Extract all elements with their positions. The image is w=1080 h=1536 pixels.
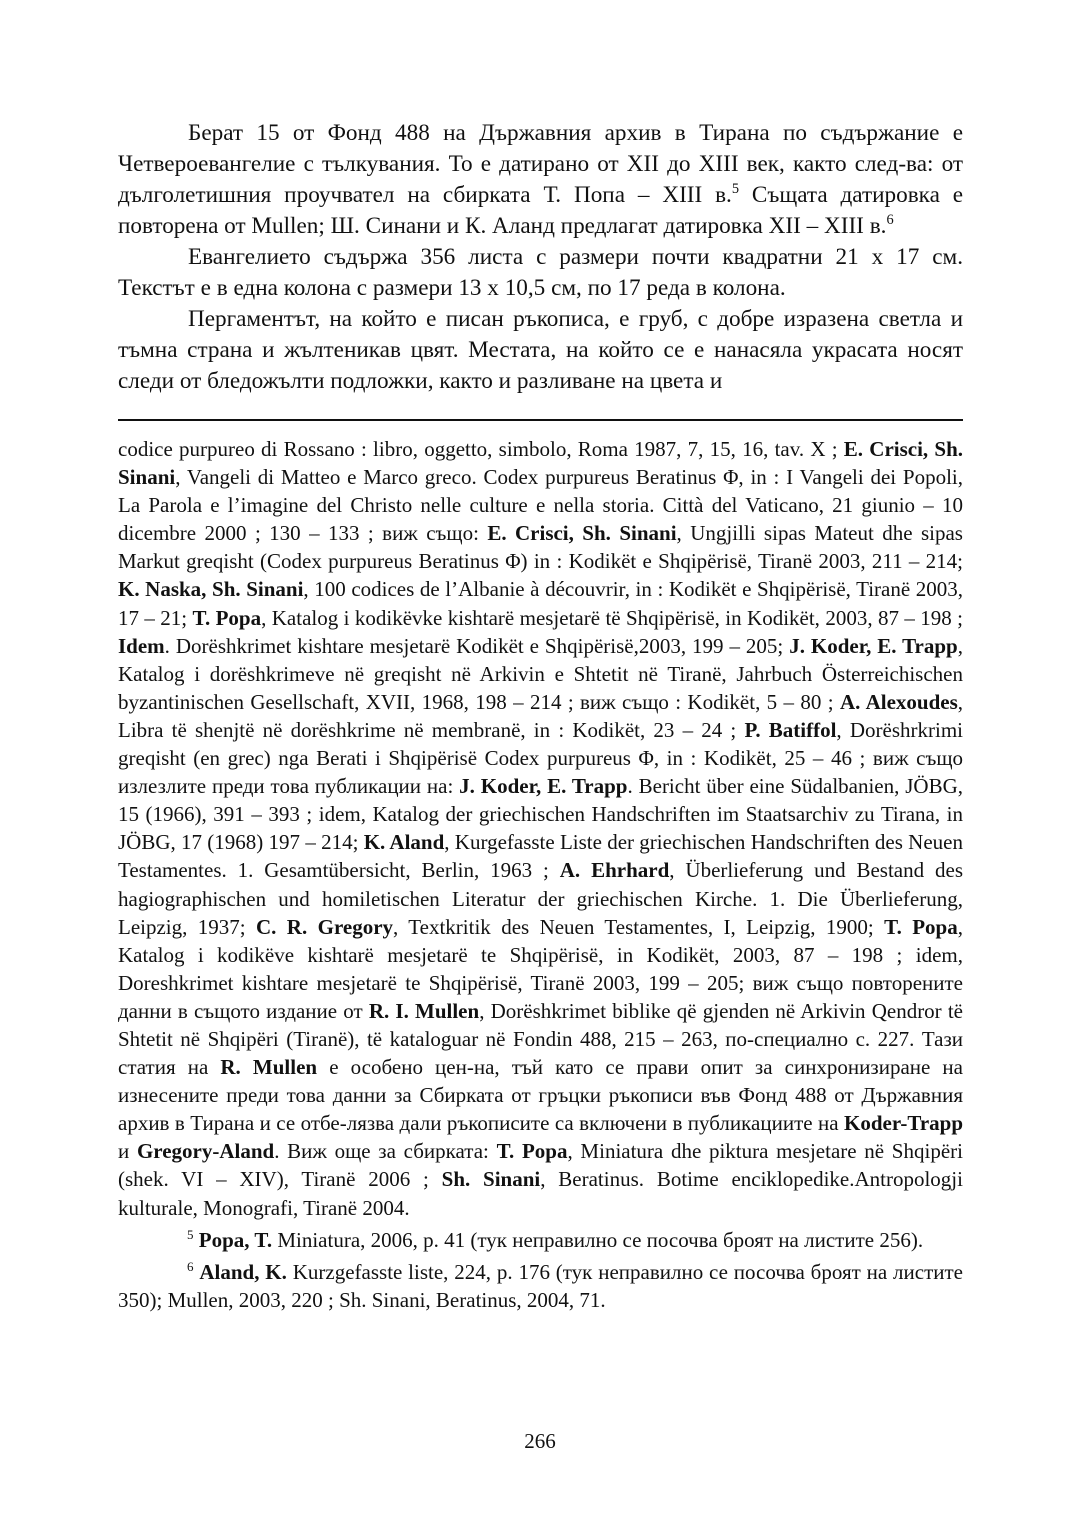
footnote-text: , Dorëshrkrimi greqisht (en grec) nga Berati i Shqipërisë Codex purpureus Φ, in : Kodikët, 25 – 46 ; виж също излезлите преди това публикации на: bbox=[118, 717, 963, 799]
footnote-author: T. Popa bbox=[192, 605, 262, 630]
footnote-ref-5: 5 bbox=[731, 181, 740, 198]
footnote-6 bbox=[118, 1258, 963, 1314]
footnote-author: J. Koder, E. Trapp bbox=[459, 774, 628, 799]
footnotes bbox=[118, 435, 963, 1314]
footnote-text: . Bericht über eine Südalbanien, JÖBG, 15 (1966), 391 – 393 ; idem, Katalog der griechischen Handschriften im Staatsarchiv zu Tirana, in JÖBG, 17 (1968) 197 – 214; bbox=[118, 774, 964, 855]
footnote-author: Idem bbox=[118, 633, 165, 658]
footnote-author: A. Ehrhard bbox=[559, 858, 670, 883]
footnote-ref-6: 6 bbox=[886, 212, 894, 229]
footnote-text: , Libra të shenjtë në dorëshkrime në membranë, in : Kodikët, 23 – 24 ; bbox=[118, 689, 963, 742]
footnote-text: , Beratinus. Botime enciklopedike.Antropologji kulturale, Monografi, Tiranë 2004. bbox=[118, 1167, 963, 1220]
footnote-author: A. Alexoudes bbox=[839, 689, 958, 714]
footnote-text: , 100 codices de l’Albanie à découvrir, in : Kodikët e Shqipërisë, Tiranë 2003, 17 – 21; bbox=[118, 577, 964, 630]
page-content bbox=[118, 118, 963, 1314]
footnote-5-text: Miniatura, 2006, p. 41 (тук неправилно се посочва броят на листите 256). bbox=[272, 1227, 924, 1252]
footnote-5-author: Popa, T. bbox=[198, 1227, 273, 1252]
footnote-text: . Dorëshkrimet kishtare mesjetarë Kodikët e Shqipërisë,2003, 199 – 205; bbox=[164, 633, 790, 658]
footnote-text: , Überlieferung und Bestand des hagiographischen und homiletischen Literatur der griechischen Kirche. 1. Die Überlieferung, Leipzig, 1937; bbox=[118, 858, 963, 939]
footnote-text: , Dorëshkrimet biblike që gjenden në Arkivin Qendror të Shtetit në Shqipëri (Tiranë), të kataloguar në Fondin 488, 215 – 263, по-специално с. 227. Тази статия на bbox=[118, 998, 964, 1080]
footnote-text: , Kurgefasste Liste der griechischen Handschriften des Neuen Testamentes. 1. Gesamtübersicht, Berlin, 1963 ; bbox=[118, 830, 963, 883]
body-paragraph-1-text: Берат 15 от Фонд 488 на Държавния архив в Тирана по съдържание е Четвероевангелие с тълкувания. То е датирано от XII до XIII век, както след-ва: от дълголетишния проучвател на сбирката Т. Попа – XIII в. bbox=[118, 120, 963, 208]
footnote-author: Sh. Sinani bbox=[441, 1167, 541, 1192]
footnote-text: , Textkritik des Neuen Testamentes, I, Leipzig, 1900; bbox=[393, 914, 885, 939]
footnote-text: , Katalog i kodikëve kishtarë mesjetarë te Shqipërisë, in Kodikët, 2003, 87 – 198 ; idem, Doreshkrimet kishtare mesjetarë te Shqipërisë, Tiranë 2003, 199 – 205; виж също повторените данни в същото издание от bbox=[118, 914, 963, 1023]
footnote-author: C. R. Gregory bbox=[256, 914, 394, 939]
footnote-text: , Ungjilli sipas Mateut dhe sipas Markut greqisht (Codex purpureus Beratinus Φ) in : Kodikët e Shqipërisë, Tiranë 2003, 211 – 214; bbox=[118, 521, 963, 574]
footnote-text: , Vangeli di Matteo e Marco greco. Codex purpureus Beratinus Φ, in : I Vangeli dei Popoli, La Parola e l’imagine del Christo nelle culture e nella storia. Città del Vaticano, 21 giunio – 10 dicembre 2000 ; 130 – 133 ; виж също: bbox=[118, 465, 963, 546]
body-paragraph-2: Евангелието съдържа 356 листа с размери почти квадратни 21 х 17 см. Текстът е в една колона с размери 13 х 10,5 см, по 17 реда в колона. bbox=[118, 244, 963, 301]
footnote-text: codice purpureo di Rossano : libro, oggetto, simbolo, Roma 1987, 7, 15, 16, tav. X ; bbox=[118, 437, 844, 461]
footnote-author: K. Naska, Sh. Sinani bbox=[118, 577, 304, 602]
footnote-author: T. Popa bbox=[496, 1139, 568, 1164]
main-text bbox=[118, 118, 963, 397]
footnote-author: E. Crisci, Sh. Sinani bbox=[487, 521, 677, 546]
body-paragraph-1-text-cont: Същата датировка е повторена от Mullen; Ш. Синани и К. Аланд предлагат датировка XII – XIII в. bbox=[118, 182, 964, 239]
footnote-6-author: Aland, K. bbox=[199, 1259, 287, 1284]
footnote-separator bbox=[118, 419, 963, 421]
footnote-author: R. Mullen bbox=[220, 1055, 318, 1080]
footnote-author: E. Crisci, Sh. Sinani bbox=[118, 437, 964, 490]
footnote-author: P. Batiffol bbox=[744, 717, 837, 742]
footnote-5-number: 5 bbox=[187, 1226, 194, 1242]
footnote-text: . Виж още за сбирката: bbox=[274, 1139, 497, 1164]
footnote-author: K. Aland bbox=[363, 830, 445, 855]
footnote-5 bbox=[118, 1226, 963, 1254]
footnote-text: , Katalog i dorëshkrimeve në greqisht në Arkivin e Shtetit në Tiranë, Jahrbuch Österreichischen byzantinischen Gesellschaft, XVII, 1968, 198 – 214 ; виж също : Kodikët, 5 – 80 ; bbox=[118, 633, 963, 714]
page-number: 266 bbox=[524, 1429, 556, 1453]
footnote-6-number: 6 bbox=[187, 1258, 194, 1274]
footnote-author: R. I. Mullen bbox=[368, 998, 480, 1023]
footnote-author: T. Popa bbox=[884, 914, 958, 939]
footnote-text: и bbox=[118, 1139, 137, 1164]
footnote-6-text: Kurzgefasste liste, 224, p. 176 (тук неправилно се посочва броят на листите 350); Mullen, 2003, 220 ; Sh. Sinani, Beratinus, 2004, 71. bbox=[118, 1259, 963, 1312]
footnote-author: Koder-Trapp bbox=[844, 1111, 963, 1136]
footnote-author: J. Koder, E. Trapp bbox=[789, 633, 958, 658]
body-paragraph-1 bbox=[118, 118, 963, 242]
body-paragraph-3: Пергаментът, на който е писан ръкописа, е груб, с добре изразена светла и тъмна страна и жълтеникав цвят. Местата, на който се е нанасяла украсата носят следи от бледожълти подложки, както и разливане на цвета и bbox=[118, 306, 963, 394]
footnote-text: , Katalog i kodikëvke kishtarë mesjetarë të Shqipërisë, in Kodikët, 2003, 87 – 198 ; bbox=[261, 605, 963, 630]
footnote-continuation bbox=[118, 435, 963, 1222]
footnote-text: , Miniatura dhe piktura mesjetare në Shqipëri (shek. VI – XIV), Tiranë 2006 ; bbox=[118, 1139, 963, 1192]
footnote-text: е особено цен-на, тъй като се прави опит за синхронизиране на изнесените преди това данни за Сбирката от гръцки ръкописи във Фонд 488 от Държавния архив в Тирана и се отбе-лязва дали ръкописите са включени в публикациите на bbox=[118, 1055, 963, 1136]
footnote-author: Gregory-Aland bbox=[136, 1139, 275, 1164]
